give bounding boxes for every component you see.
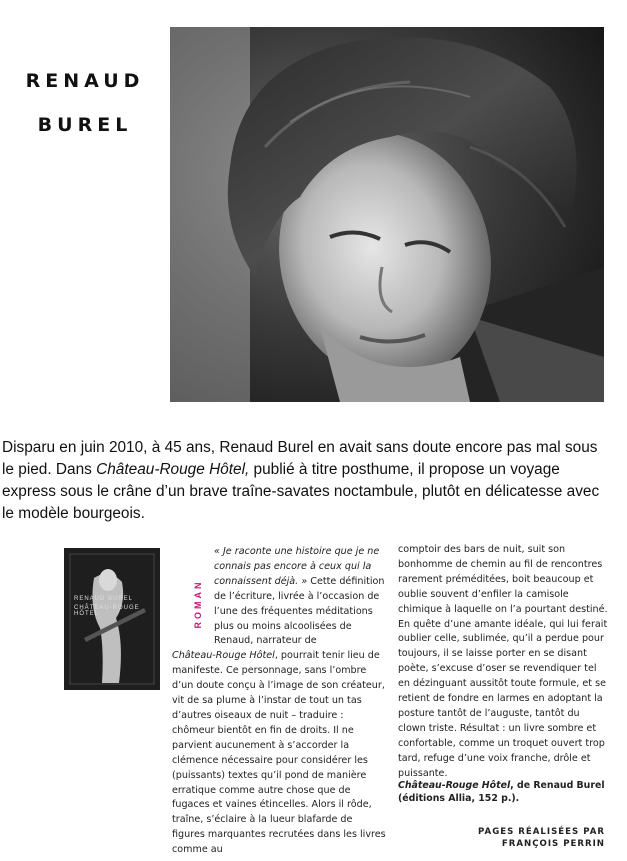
author-first-name: RENAUD — [25, 70, 145, 92]
book-cover-image — [64, 548, 160, 690]
body-column-2: comptoir des bars de nuit, suit son bonhomme de chemin au fil de rencontres rarement préméditées, boit beaucoup et oublie souvent d’enfiler la camisole chimique à laquelle on l’a pourtant destiné. En quête d’une amante idéale, qui lui ferait oublier celle, sublimée, qu’il a perdue pour toujours, il se laisse porter en se disant poète, s’excuse d’oser se revendiquer tel en dézinguant aussitôt toute formule, et se retient de fondre en larmes en adoptant la posture tantôt de l’auguste, tantôt du clown triste. Résultat : un livre sombre et confortable, comme un troquet ouvert trop tard, refuge d’une voix franche, drôle et puissante. — [398, 544, 608, 779]
book-credit: Château-Rouge Hôtel, de Renaud Burel (éditions Allia, 152 p.). — [398, 780, 605, 804]
author-last-name: BUREL — [37, 114, 133, 136]
body-text-continued: , pourrait tenir lieu de manifeste. Ce personnage, sans l’ombre d’un doute conçu à l’image de son créateur, vit de sa plume à l’instar de tout un tas d’autres oiseaux de nuit – traduire : chômeur bientôt en fin de droits. Il ne parvient aucunement à s’accorder la clémence nécessaire pour considérer les (puissants) textes qu’il pond de manière erratique comme autre chose que de fugaces et vaines étincelles. Alors il rôde, traîne, s’éclaire à la lueur blafarde de figures marquantes recrutées dans les livres comme au — [172, 650, 386, 856]
inline-book-title: Château-Rouge Hôtel — [172, 650, 275, 662]
section-label: ROMAN — [193, 579, 203, 629]
author-portrait-photo — [170, 27, 604, 402]
body-column-1: « Je raconte une histoire que je ne connais pas encore à ceux qui la connaissent déjà. » Cette définition de l’écriture, livrée à l’occasion de l’une des fréquentes méditations plus ou moins alcoolisées de Renaud, narrateur de Château-Rouge Hôtel, pourrait tenir lieu de manifeste. Ce personnage, sans l’ombre d’un doute conçu à l’image de son créateur, vit de sa plume à l’instar de tout un tas d’autres oiseaux de nuit – traduire : chômeur bientôt en fin de droits. Il ne parvient aucunement à s’accorder la clémence nécessaire pour considérer les (puissants) textes qu’il pond de manière erratique comme autre chose que de fugaces et vaines étincelles. Alors il rôde, traîne, s’éclaire à la lueur blafarde de figures marquantes recrutées dans les livres comme au — [172, 546, 386, 856]
opening-quote: « Je raconte une histoire que je ne connais pas encore à ceux qui la connaissent déjà. » — [214, 546, 380, 587]
lead-paragraph: Disparu en juin 2010, à 45 ans, Renaud Burel en avait sans doute encore pas mal sous le pied. Dans Château-Rouge Hôtel, publié à titre posthume, il propose un voyage express sous le crâne d’un brave traîne-savates noctambule, plutôt en délicatesse avec le modèle bourgeois. — [2, 439, 600, 522]
book-cover-title: CHÂTEAU-ROUGE HÔTEL — [74, 605, 140, 617]
page-signature: PAGES RÉALISÉES PAR FRANÇOIS PERRIN — [478, 827, 605, 849]
book-cover-author: RENAUD BUREL — [74, 596, 134, 602]
